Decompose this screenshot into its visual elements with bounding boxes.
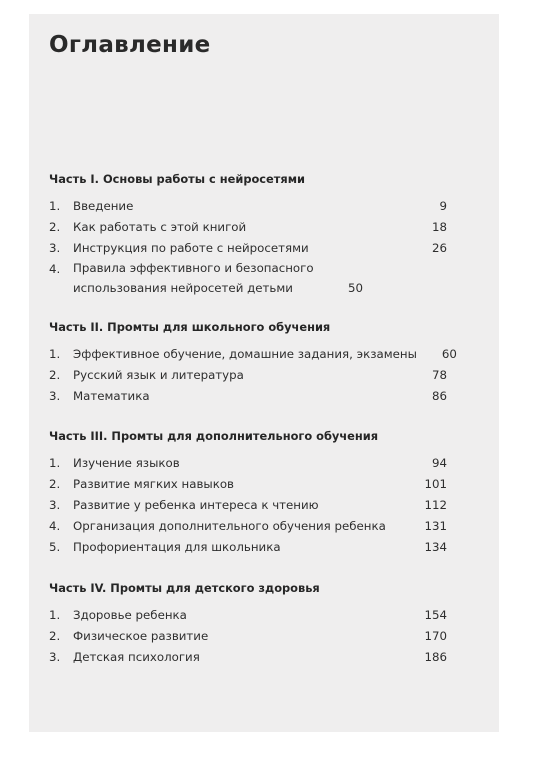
toc-entry [49,516,447,537]
part-2 [49,320,457,407]
page-title: Оглавление [49,32,211,58]
entry-page-number: 18 [431,220,447,234]
entry-number: 3. [49,241,61,255]
entry-list [49,605,447,668]
toc-entry [49,474,447,495]
toc-entry [49,537,447,558]
entry-number: 1. [49,199,61,213]
entry-title: Правила эффективного и безопасного использования нейросетей детьми [73,261,314,295]
toc-entry [49,605,447,626]
entry-page-number: 134 [424,540,447,554]
entry-title: Изучение языков [73,456,180,470]
part-3 [49,429,447,558]
entry-page-number: 78 [431,368,447,382]
entry-title: Физическое развитие [73,629,209,643]
toc-entry [49,626,447,647]
book-page [29,14,499,732]
entry-title: Организация дополнительного обучения ребенка [73,519,386,533]
entry-title: Здоровье ребенка [73,608,187,622]
entry-list [49,453,447,558]
entry-title: Как работать с этой книгой [73,220,247,234]
part-title: Часть III. Промты для дополнительного обучения [49,429,379,443]
entry-number: 2. [49,477,61,491]
entry-list [49,196,447,299]
entry-title: Детская психология [73,650,200,664]
toc-entry [49,365,447,386]
entry-number: 2. [49,629,61,643]
toc-entry [49,196,447,217]
entry-title: Русский язык и литература [73,368,244,382]
part-title: Часть II. Промты для школьного обучения [49,320,331,334]
entry-page-number: 101 [424,477,447,491]
entry-page-number: 154 [424,608,447,622]
toc-entry [49,259,447,299]
entry-title: Инструкция по работе с нейросетями [73,241,309,255]
entry-number: 3. [49,650,61,664]
toc-entry [49,238,447,259]
entry-number: 1. [49,347,61,361]
toc-entry [49,495,447,516]
toc-entry [49,344,457,365]
entry-page-number: 94 [431,456,447,470]
entry-page-number: 112 [424,498,447,512]
toc-entry [49,453,447,474]
entry-page-number: 186 [424,650,447,664]
part-1 [49,172,447,299]
entry-page-number: 170 [424,629,447,643]
entry-page-number: 9 [439,199,447,213]
entry-page-number: 131 [424,519,447,533]
entry-list [49,344,457,407]
entry-page-number: 86 [431,389,447,403]
entry-number: 2. [49,220,61,234]
entry-title: Развитие мягких навыков [73,477,235,491]
part-title: Часть IV. Промты для детского здоровья [49,581,320,595]
entry-number: 5. [49,540,61,554]
entry-page-number: 60 [441,347,457,361]
entry-number: 3. [49,498,61,512]
entry-number: 1. [49,456,61,470]
entry-page-number: 50 [347,281,363,295]
entry-number: 3. [49,389,61,403]
entry-title: Эффективное обучение, домашние задания, экзамены [73,347,417,361]
entry-number: 2. [49,368,61,382]
part-4 [49,581,447,668]
entry-title: Развитие у ребенка интереса к чтению [73,498,319,512]
entry-number: 4. [49,519,61,533]
entry-title: Математика [73,389,150,403]
entry-page-number: 26 [431,241,447,255]
entry-title: Введение [73,199,134,213]
toc-entry [49,217,447,238]
part-title: Часть I. Основы работы с нейросетями [49,172,305,186]
toc-entry [49,386,447,407]
entry-number: 4. [49,262,61,276]
toc-entry [49,647,447,668]
entry-title: Профориентация для школьника [73,540,281,554]
entry-number: 1. [49,608,61,622]
